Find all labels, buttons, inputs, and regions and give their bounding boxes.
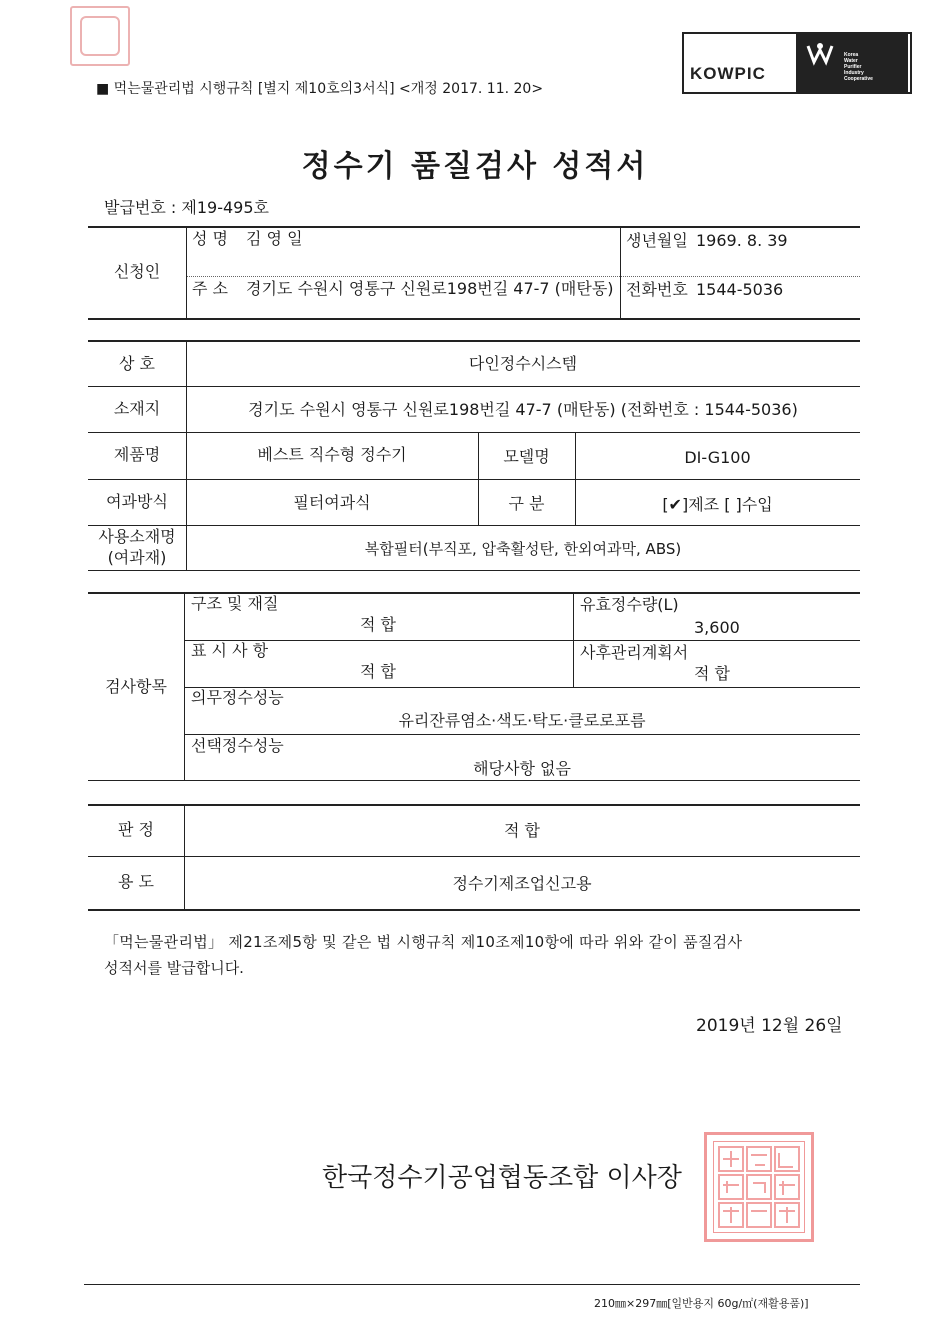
seal-pattern-icon (717, 1145, 801, 1229)
filter-method-label: 여과방식 (106, 492, 168, 511)
capacity-label: 유효정수량(L) (580, 595, 679, 614)
name-value: 김 영 일 (246, 229, 303, 248)
mandatory-label: 의무정수성능 (191, 688, 284, 707)
division-value: [✔]제조 [ ]수입 (662, 495, 773, 514)
model-value: DI-G100 (684, 448, 751, 467)
paper-spec-footer: 210㎜×297㎜[일반용지 60g/㎡(재활용품)] (594, 1297, 809, 1310)
logo-dark-panel (796, 34, 908, 92)
document-title: 정수기 품질검사 성적서 (301, 149, 649, 184)
division-label: 구 분 (508, 494, 545, 513)
logo-subtext: Korea Water Purifier Industry Cooperative (844, 52, 873, 82)
inspection-label: 검사항목 (105, 677, 167, 696)
name-label: 성 명 (192, 229, 228, 248)
statement-line-1: 「먹는물관리법」 제21조제5항 및 같은 법 시행규칙 제10조제10항에 따라 위와 같이 품질검사 (104, 933, 743, 951)
birth-value: 1969. 8. 39 (696, 231, 788, 250)
phone-value: 1544-5036 (696, 280, 784, 299)
material-value: 복합필터(부직포, 압축활성탄, 한외여과막, ABS) (364, 540, 682, 558)
aftercare-value: 적 합 (694, 664, 730, 683)
marking-value: 적 합 (360, 662, 396, 681)
usage-value: 정수기제조업신고용 (452, 874, 592, 893)
kowpic-logo (682, 32, 912, 94)
issue-number: 발급번호 : 제19-495호 (104, 198, 269, 217)
marking-label: 표 시 사 항 (191, 641, 269, 660)
model-label: 모델명 (503, 447, 550, 466)
trade-name-label: 상 호 (119, 354, 155, 373)
optional-label: 선택정수성능 (191, 736, 284, 755)
material-label: 사용소재명 (98, 527, 176, 546)
trade-name-value: 다인정수시스템 (468, 354, 578, 373)
location-value: 경기도 수원시 영통구 신원로198번길 47-7 (매탄동) (전화번호 : 1544-5036) (248, 400, 798, 419)
statement-line-2: 성적서를 발급합니다. (104, 959, 244, 977)
birth-label: 생년월일 (626, 231, 688, 250)
address-label: 주 소 (192, 279, 228, 298)
aftercare-label: 사후관리계획서 (580, 643, 689, 662)
judgement-label: 판 정 (118, 820, 154, 839)
address-value: 경기도 수원시 영통구 신원로198번길 47-7 (매탄동) (246, 279, 614, 298)
usage-label: 용 도 (118, 872, 154, 891)
structure-value: 적 합 (360, 615, 396, 634)
capacity-value: 3,600 (694, 618, 740, 637)
corner-stamp (70, 6, 130, 66)
mandatory-value: 유리잔류염소·색도·탁도·클로로포름 (398, 711, 646, 730)
applicant-label: 신청인 (113, 262, 161, 281)
filter-method-value: 필터여과식 (293, 493, 371, 512)
issuer-name: 한국정수기공업협동조합 이사장 (322, 1163, 682, 1193)
product-label: 제품명 (113, 445, 161, 464)
issue-date: 2019년 12월 26일 (696, 1016, 843, 1036)
phone-label: 전화번호 (626, 280, 688, 299)
structure-label: 구조 및 재질 (191, 594, 279, 613)
logo-text: KOWPIC (690, 64, 766, 83)
product-value: 베스트 직수형 정수기 (257, 445, 407, 464)
water-drop-icon (806, 42, 834, 66)
material-sublabel: (여과재) (107, 548, 167, 567)
judgement-value: 적 합 (504, 821, 540, 840)
optional-value: 해당사항 없음 (473, 759, 571, 778)
form-reference: ■ 먹는물관리법 시행규칙 [별지 제10호의3서식] <개정 2017. 11. 20> (96, 81, 544, 97)
official-seal (704, 1132, 814, 1242)
location-label: 소재지 (113, 399, 161, 418)
